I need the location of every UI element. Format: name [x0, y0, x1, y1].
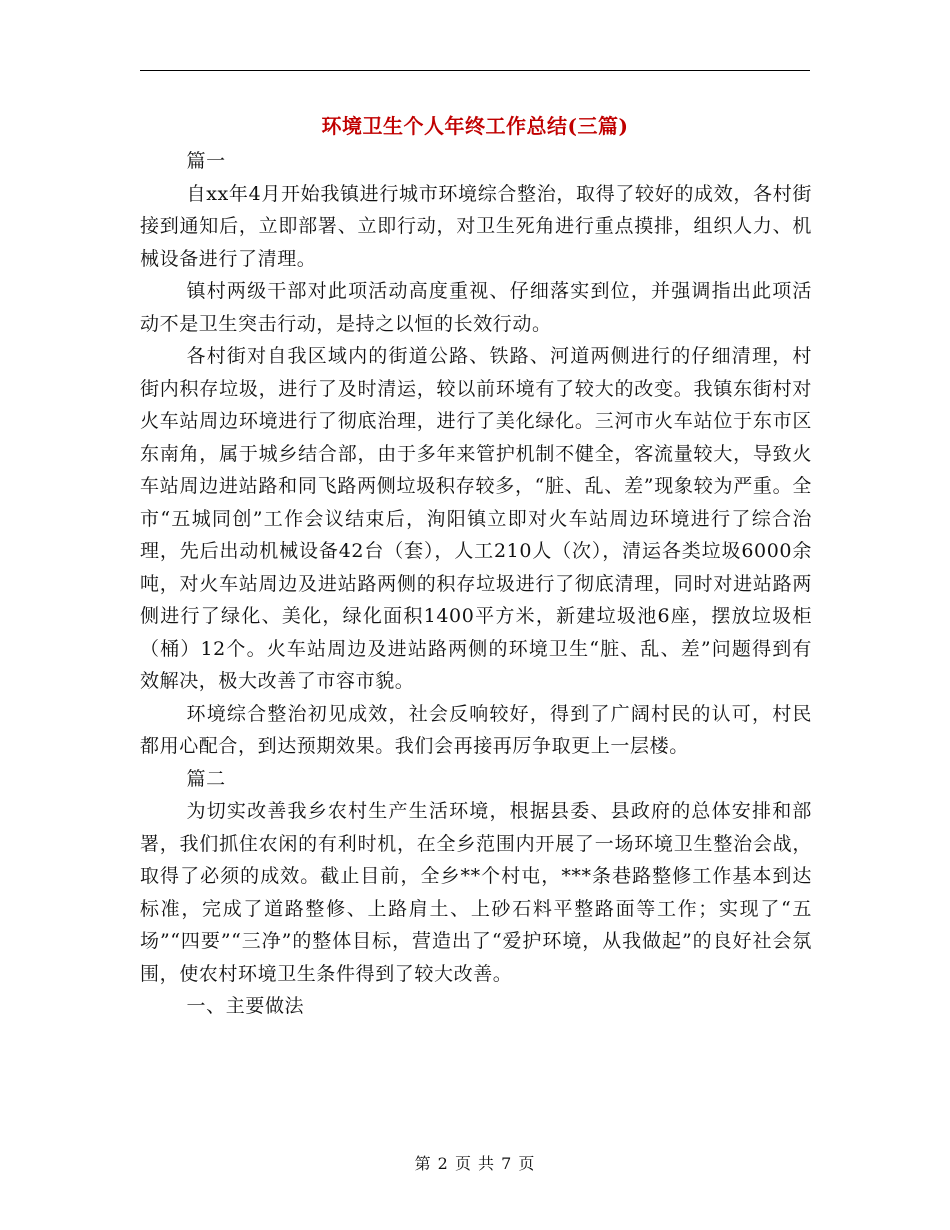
header-rule: [140, 70, 810, 71]
section-heading-2: 篇二: [186, 767, 226, 790]
body-paragraph: 各村街对自我区域内的街道公路、铁路、河道两侧进行的仔细清理，村街内积存垃圾，进行了及时清运，较以前环境有了较大的改变。我镇东街村对火车站周边环境进行了彻底治理，进行了美化绿化。三河市火车站位于东市区东南角，属于城乡结合部，由于多年来管护机制不健全，客流量较大，导致火车站周边进站路和同飞路两侧垃圾积存较多，“脏、乱、差”现象较为严重。全市“五城同创”工作会议结束后，洵阳镇立即对火车站周边环境进行了综合治理，先后出动机械设备42台（套），人工210人（次），清运各类垃圾6000余吨，对火车站周边及进站路两侧的积存垃圾进行了彻底清理，同时对进站路两侧进行了绿化、美化，绿化面积1400平方米，新建垃圾池6座，摆放垃圾柜（桶）12个。火车站周边及进站路两侧的环境卫生“脏、乱、差”问题得到有效解决，极大改善了市容市貌。: [140, 345, 812, 692]
section-heading-1: 篇一: [186, 150, 226, 172]
page-number-footer: 第 2 页 共 7 页: [414, 1154, 536, 1173]
document-title: 环境卫生个人年终工作总结(三篇): [321, 114, 629, 138]
subsection-heading: 一、主要做法: [186, 995, 305, 1017]
body-paragraph: 自xx年4月开始我镇进行城市环境综合整治，取得了较好的成效，各村街接到通知后，立即部署、立即行动，对卫生死角进行重点摸排，组织人力、机械设备进行了清理。: [140, 182, 812, 270]
body-paragraph: 为切实改善我乡农村生产生活环境，根据县委、县政府的总体安排和部署，我们抓住农闲的有利时机，在全乡范围内开展了一场环境卫生整治会战，取得了必须的成效。截止目前，全乡**个村屯，***条巷路整修工作基本到达标准，完成了道路整修、上路肩土、上砂石料平整路面等工作；实现了“五场”“四要”“三净”的整体目标，营造出了“爱护环境，从我做起”的良好社会氛围，使农村环境卫生条件得到了较大改善。: [140, 800, 812, 985]
body-paragraph: 镇村两级干部对此项活动高度重视、仔细落实到位，并强调指出此项活动不是卫生突击行动，是持之以恒的长效行动。: [140, 280, 812, 335]
body-paragraph: 环境综合整治初见成效，社会反响较好，得到了广阔村民的认可，村民都用心配合，到达预期效果。我们会再接再厉争取更上一层楼。: [140, 702, 812, 757]
document-body: [140, 145, 812, 1023]
